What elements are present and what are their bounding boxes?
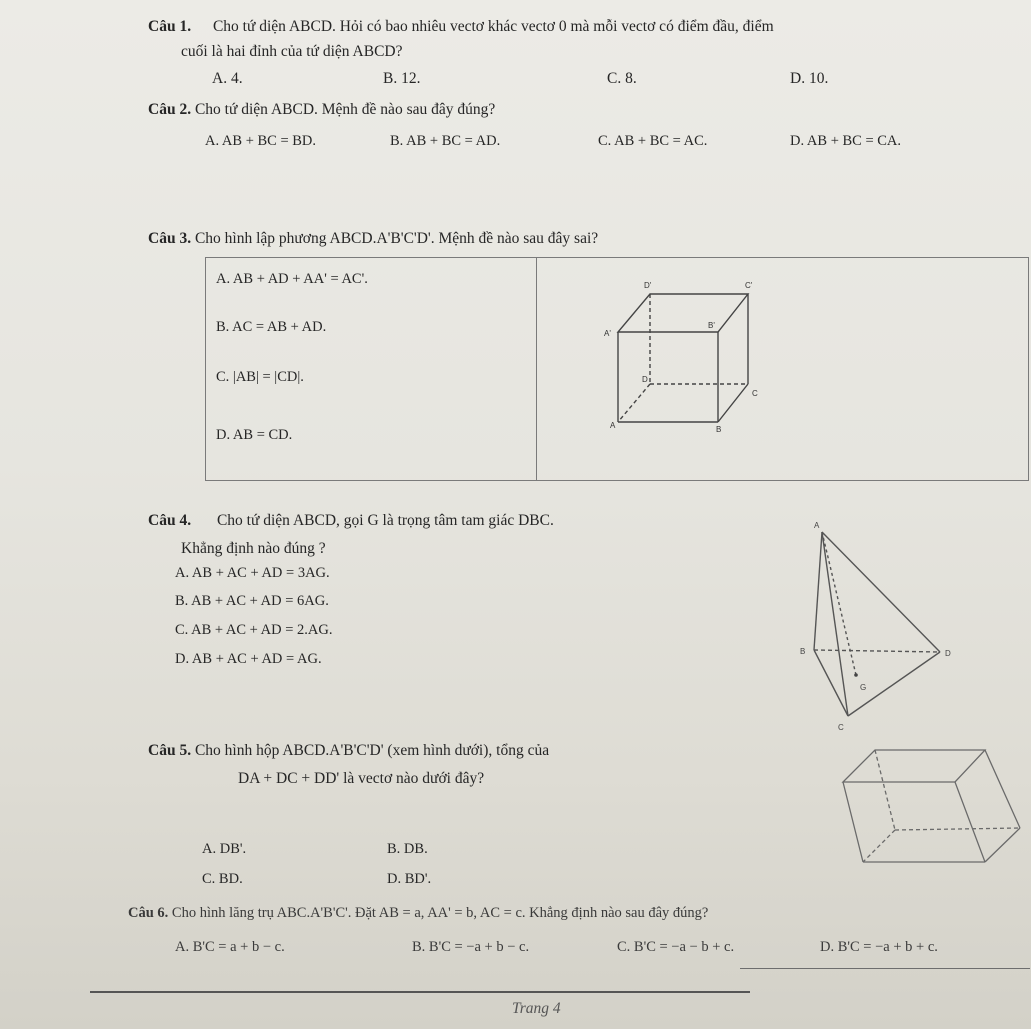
- q4-line1: [148, 512, 554, 529]
- q1-option-d: D. 10.: [790, 70, 829, 87]
- q4-option-a: A. AB + AC + AD = 3AG.: [175, 565, 330, 581]
- q2-option-b: B. AB + BC = AD.: [390, 133, 501, 149]
- footer-rule: [90, 991, 750, 993]
- q4-text2: Khẳng định nào đúng ?: [181, 540, 326, 557]
- q4-label: Câu 4.: [148, 512, 192, 529]
- q1-text2: cuối là hai đỉnh của tứ diện ABCD?: [181, 43, 403, 60]
- q5-option-b: B. DB.: [387, 841, 428, 857]
- q6-option-a: A. B'C = a + b − c.: [175, 939, 285, 955]
- q6-label: Câu 6.: [128, 905, 169, 921]
- q5-text1: Cho hình hộp ABCD.A'B'C'D' (xem hình dưới), tổng của: [194, 742, 550, 759]
- q6-line: [128, 906, 708, 922]
- q5-line1: [148, 742, 549, 759]
- q2-label: Câu 2.: [148, 101, 192, 118]
- box-figure: [835, 738, 1031, 868]
- tetra-label-a: A: [814, 521, 820, 530]
- cube-label-d1: D': [644, 281, 652, 290]
- q3-label: Câu 3.: [148, 230, 192, 247]
- q4-text1: Cho tứ diện ABCD, gọi G là trọng tâm tam giác DBC.: [216, 512, 554, 529]
- q2-option-d: D. AB + BC = CA.: [790, 133, 902, 149]
- q6-option-d: D. B'C = −a + b + c.: [820, 939, 938, 955]
- q1-label: Câu 1.: [148, 18, 192, 35]
- q3-text: Cho hình lập phương ABCD.A'B'C'D'. Mệnh đề nào sau đây sai?: [194, 230, 599, 247]
- q6-option-b: B. B'C = −a + b − c.: [412, 939, 530, 955]
- q5-option-d: D. BD'.: [387, 871, 432, 887]
- q6-option-c: C. B'C = −a − b + c.: [617, 939, 735, 955]
- q3-option-b: B. AC = AB + AD.: [216, 319, 327, 335]
- q5-option-a: A. DB'.: [202, 841, 247, 857]
- cube-label-a: A: [610, 421, 616, 430]
- q5-text2: DA + DC + DD' là vectơ nào dưới đây?: [238, 770, 485, 787]
- q2-text: Cho tứ diện ABCD. Mệnh đề nào sau đây đúng?: [194, 101, 496, 118]
- tetra-label-d: D: [945, 649, 951, 658]
- footer-rule-right: [740, 968, 1030, 969]
- tetrahedron-figure: [800, 520, 970, 735]
- q2-option-a: A. AB + BC = BD.: [205, 133, 317, 149]
- q1-line1: [148, 18, 774, 35]
- q1-text1: Cho tứ diện ABCD. Hỏi có bao nhiêu vectơ khác vectơ 0 mà mỗi vectơ có điểm đầu, điểm: [212, 18, 774, 35]
- tetra-label-c: C: [838, 723, 844, 732]
- cube-figure: [590, 276, 770, 436]
- q5-label: Câu 5.: [148, 742, 192, 759]
- q3-option-a: A. AB + AD + AA' = AC'.: [216, 271, 368, 287]
- q4-option-d: D. AB + AC + AD = AG.: [175, 651, 322, 667]
- cube-label-c1: C': [745, 281, 753, 290]
- cube-label-b: B: [716, 425, 722, 434]
- q3-option-c: C. |AB| = |CD|.: [216, 369, 304, 385]
- cube-label-c: C: [752, 389, 758, 398]
- q4-option-b: B. AB + AC + AD = 6AG.: [175, 593, 329, 609]
- tetra-label-g: G: [860, 683, 867, 692]
- q3-table-divider: [536, 258, 537, 480]
- q1-option-a: A. 4.: [212, 70, 243, 87]
- cube-label-a1: A': [604, 329, 611, 338]
- cube-label-b1: B': [708, 321, 715, 330]
- tetra-label-b: B: [800, 647, 806, 656]
- q1-option-c: C. 8.: [607, 70, 637, 87]
- q4-option-c: C. AB + AC + AD = 2.AG.: [175, 622, 333, 638]
- q2-option-c: C. AB + BC = AC.: [598, 133, 708, 149]
- cube-label-d: D: [642, 375, 648, 384]
- page-number: Trang 4: [512, 1000, 561, 1017]
- q2-line: [148, 101, 495, 118]
- q3-option-d: D. AB = CD.: [216, 427, 293, 443]
- q6-text: Cho hình lăng trụ ABC.A'B'C'. Đặt AB = a, AA' = b, AC = c. Khẳng định nào sau đây đúng?: [171, 905, 709, 921]
- q1-option-b: B. 12.: [383, 70, 421, 87]
- q3-line: [148, 230, 598, 247]
- q5-option-c: C. BD.: [202, 871, 243, 887]
